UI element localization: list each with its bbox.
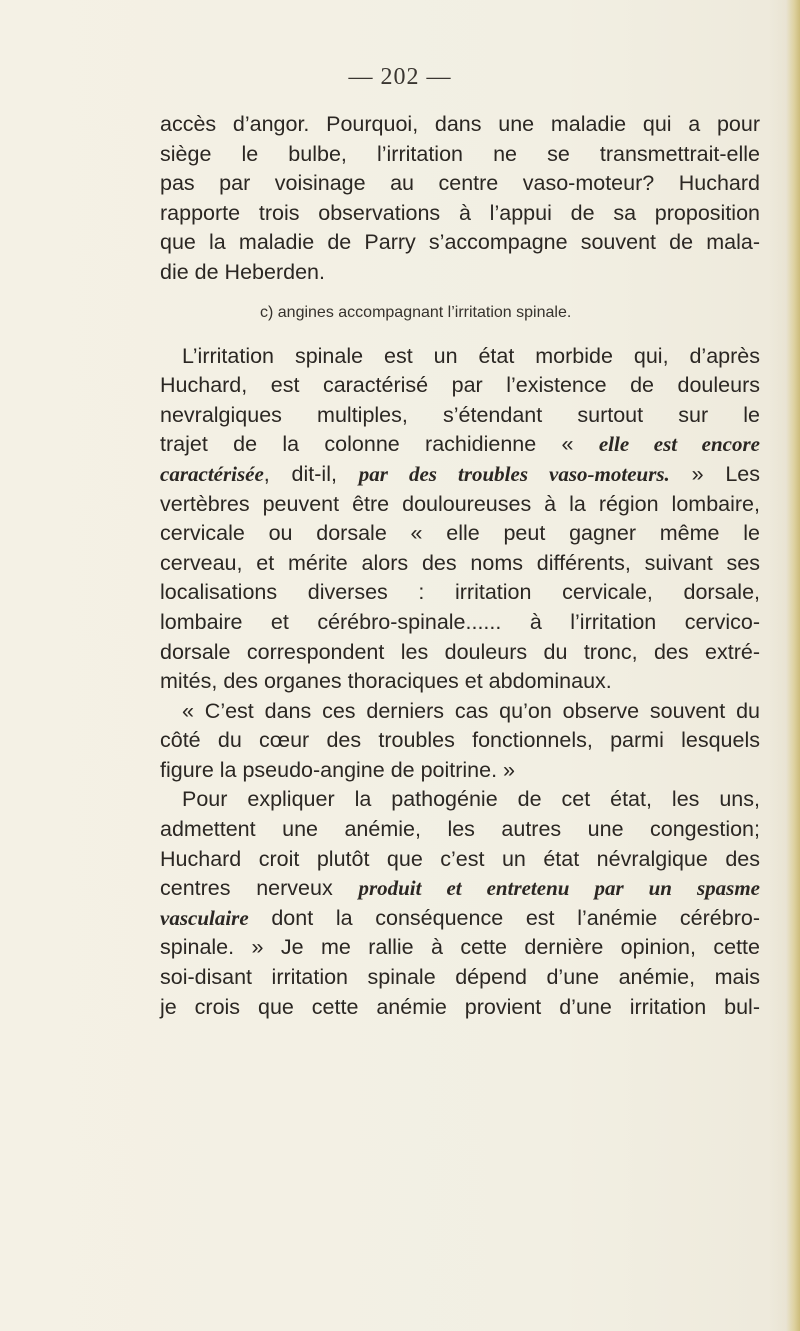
text-line [160,460,760,490]
text-line: Huchard croit plutôt que c’est un état névralgique des [160,846,760,871]
text-segment: dont la conséquence est l’anémie cérébro- [248,905,760,930]
italic-text: elle est encore [598,432,760,457]
text-line: nevralgiques multiples, s’étendant surtout sur le [160,402,760,427]
text-line: mités, des organes thoraciques et abdominaux. [160,669,612,694]
text-line: Huchard, est caractérisé par l’existence de douleurs [160,373,760,398]
text-line: cervicale ou dorsale « elle peut gagner même le [160,521,760,546]
italic-text: caractérisée [160,461,264,486]
page-number: — 202 — [348,64,452,90]
text-line: je crois que cette anémie provient d’une irritation bul- [160,994,760,1019]
text-segment: centres nerveux [160,876,359,901]
text-line: cerveau, et mérite alors des noms différents, suivant ses [160,550,760,575]
text-line: localisations diverses : irritation cervicale, dorsale, [160,580,760,605]
text-line: que la maladie de Parry s’accompagne souvent de mala- [160,230,760,255]
text-segment: » Les [669,461,760,486]
text-line: figure la pseudo-angine de poitrine. » [160,757,516,782]
italic-text: vasculaire [160,905,249,930]
text-line: pas par voisinage au centre vaso-moteur? Huchard [160,171,760,196]
body-text [160,110,760,1022]
italic-text: produit et entretenu par un spasme [358,876,760,901]
page-edge-shadow [786,0,800,1331]
text-line: lombaire et cérébro-spinale...... à l’irritation cervico- [160,609,760,634]
text-line: spinale. » Je me rallie à cette dernière opinion, cette [160,935,760,960]
text-line: dorsale correspondent les douleurs du tronc, des extré- [160,639,760,664]
text-line: Pour expliquer la pathogénie de cet état, les uns, [182,787,760,812]
text-segment: trajet de la colonne rachidienne « [160,432,599,457]
section-heading: c) angines accompagnant l’irritation spinale. [260,303,572,321]
text-line: soi-disant irritation spinale dépend d’une anémie, mais [160,965,760,990]
text-line: accès d’angor. Pourquoi, dans une maladie qui a pour [160,112,760,136]
text-line [160,430,760,460]
text-line [160,874,760,904]
text-line: die de Heberden. [160,259,325,284]
text-line: « C’est dans ces derniers cas qu’on observe souvent du [182,698,760,723]
text-line: admettent une anémie, les autres une congestion; [160,817,760,842]
text-line: L’irritation spinale est un état morbide qui, d’après [182,343,760,368]
text-line: côté du cœur des troubles fonctionnels, parmi lesquels [160,728,760,753]
text-line: siège le bulbe, l’irritation ne se transmettrait-elle [160,141,760,166]
text-line [160,904,760,934]
text-segment: , dit-il, [263,461,359,486]
text-line: rapporte trois observations à l’appui de sa proposition [160,200,760,225]
text-line: vertèbres peuvent être douloureuses à la région lombaire, [160,491,760,516]
italic-text: par des troubles vaso-moteurs. [358,461,670,486]
